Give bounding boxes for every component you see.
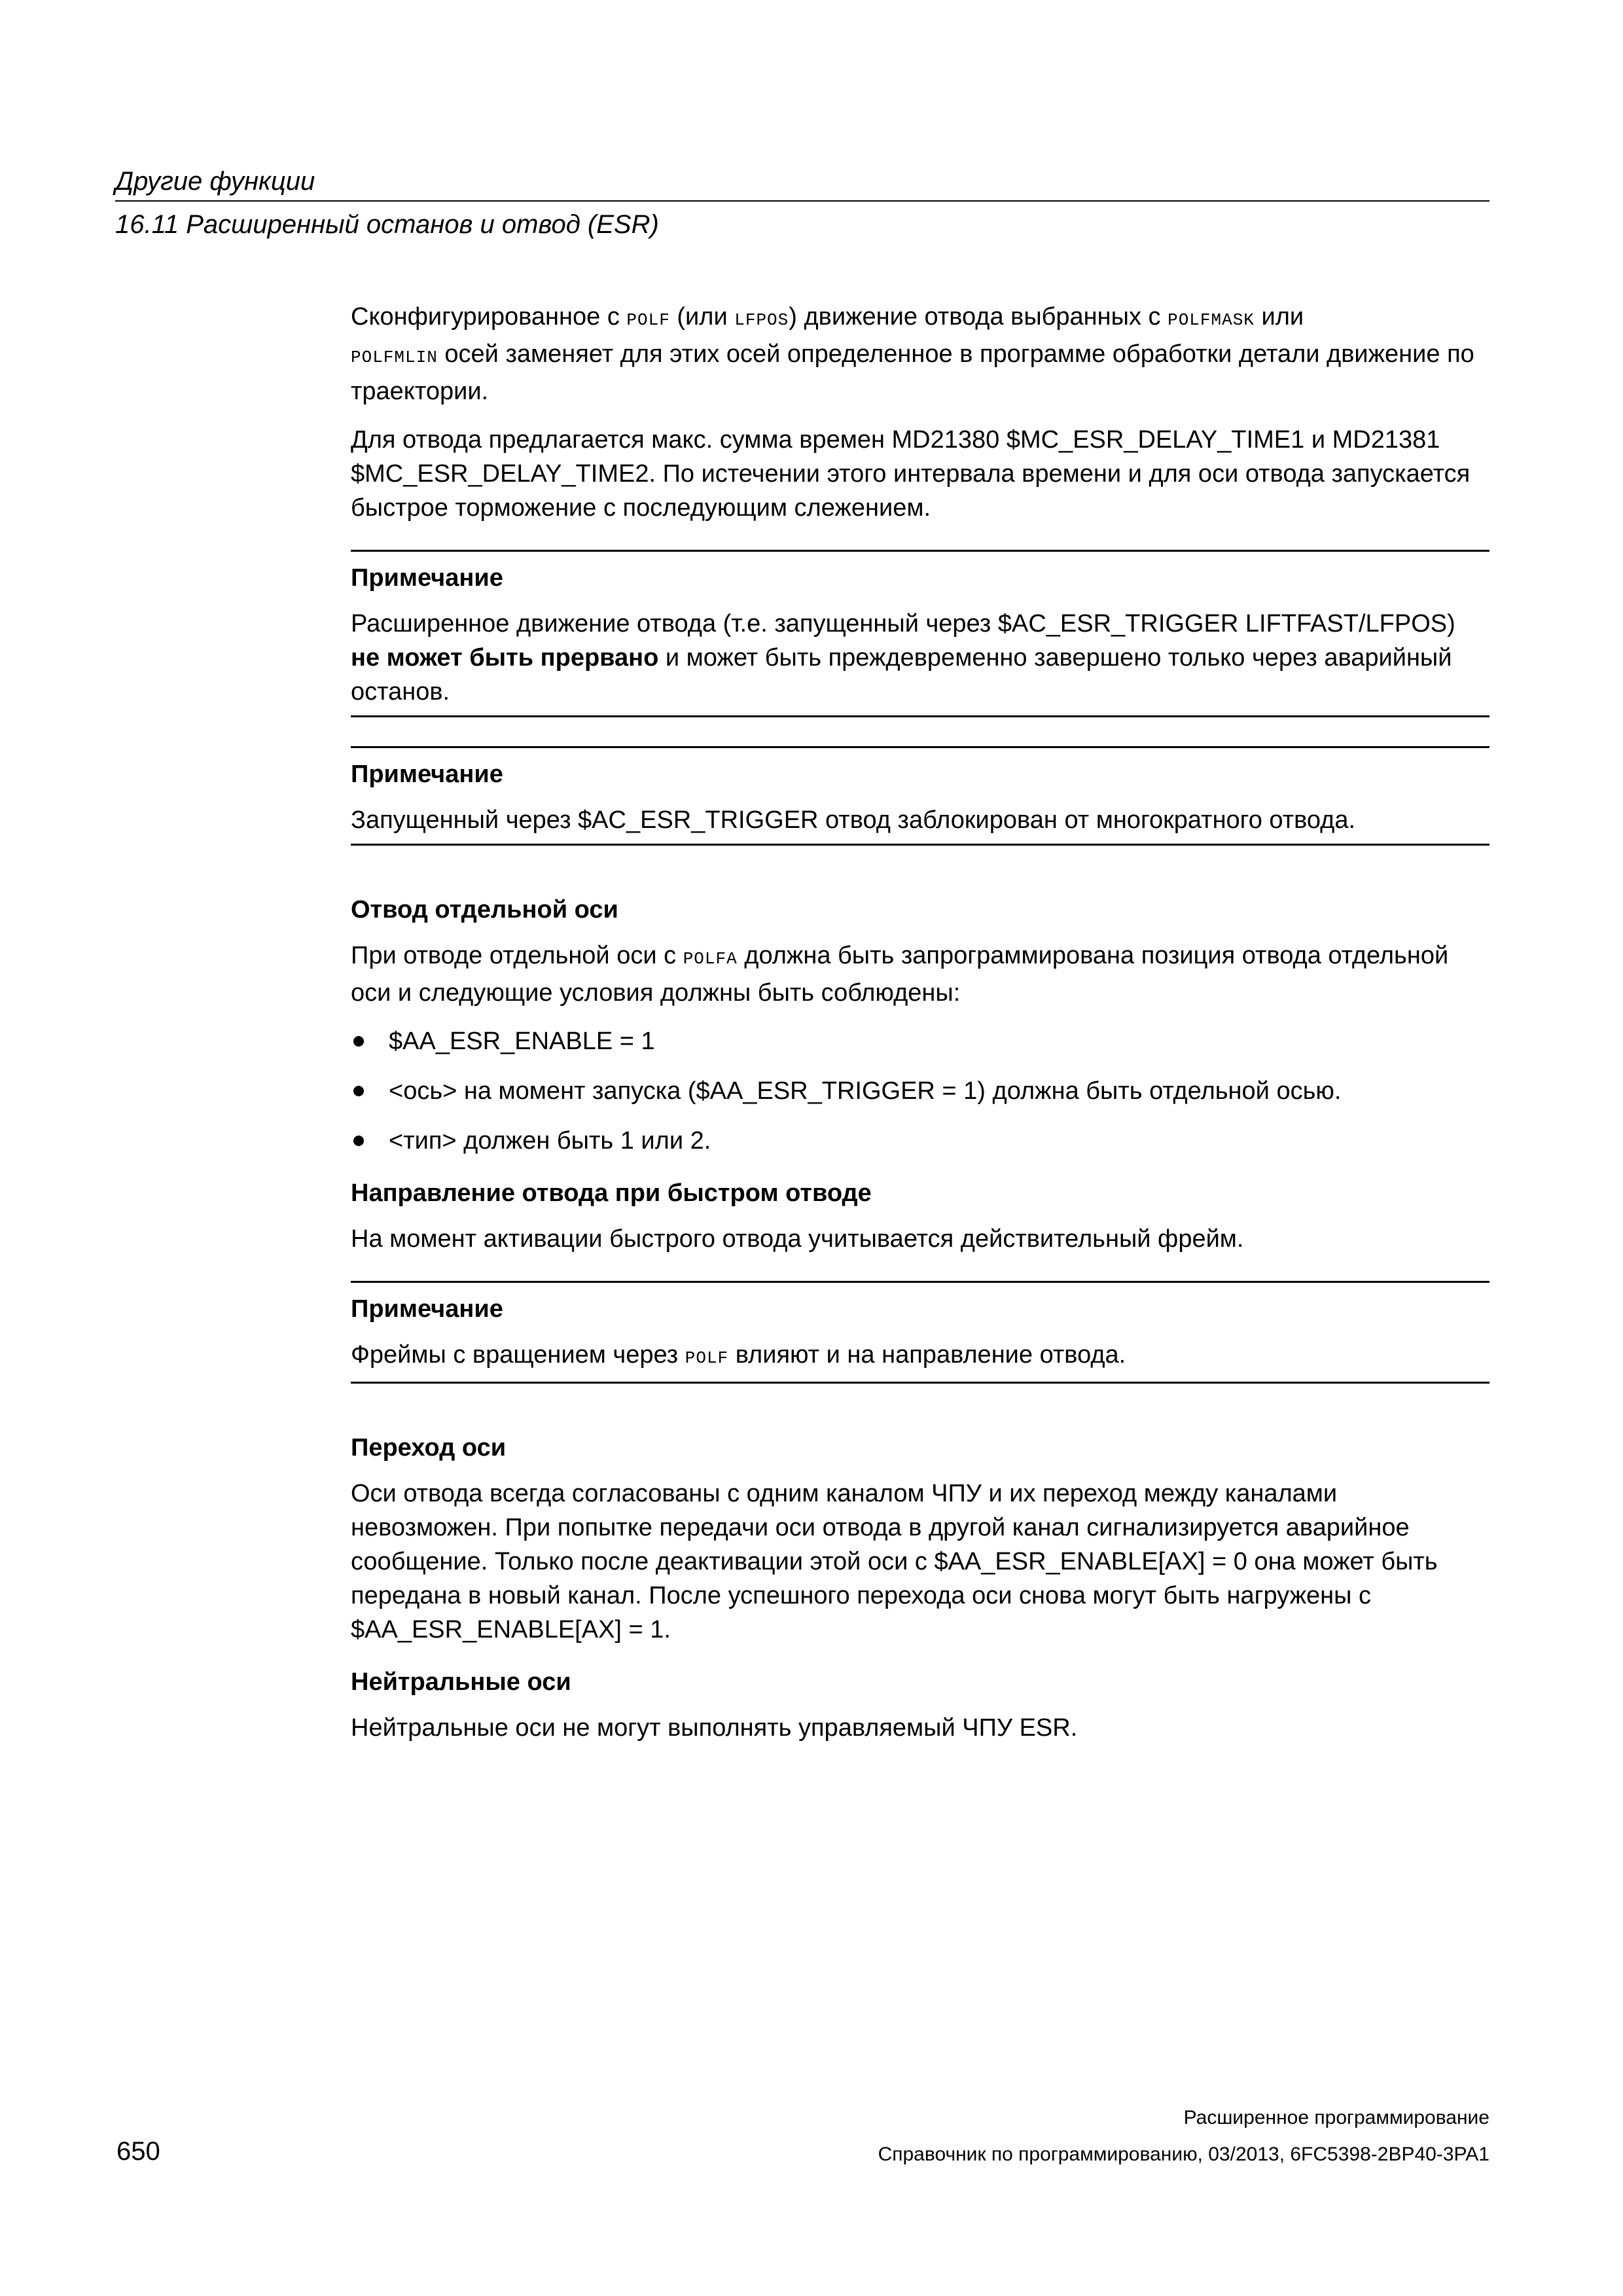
direction-paragraph: На момент активации быстрого отвода учитывается действительный фрейм. bbox=[351, 1225, 1244, 1253]
code-lfpos: LFPOS bbox=[734, 310, 789, 330]
text-run: и может быть преждевременно завершено только через аварийный останов. bbox=[351, 644, 1452, 706]
running-header-chapter: Другие функции bbox=[115, 167, 315, 196]
emphasis-text: не может быть прервано bbox=[351, 644, 659, 672]
list-item bbox=[351, 1124, 1489, 1158]
header-divider bbox=[115, 200, 1489, 202]
single-axis-paragraph bbox=[351, 939, 1489, 1010]
text-run: Фреймы с вращением через bbox=[351, 1341, 685, 1369]
bullet-icon bbox=[353, 1036, 364, 1047]
bullet-icon bbox=[353, 1086, 364, 1096]
note-box-2 bbox=[351, 746, 1489, 846]
neutral-axes-paragraph: Нейтральные оси не могут выполнять управляемый ЧПУ ESR. bbox=[351, 1714, 1078, 1742]
section-heading-single-axis: Отвод отдельной оси bbox=[351, 896, 618, 924]
code-polfmlin: POLFMLIN bbox=[351, 348, 438, 367]
text-run: (или bbox=[669, 303, 735, 331]
note-text: Запущенный через $AC_ESR_TRIGGER отвод заблокирован от многократного отвода. bbox=[351, 806, 1356, 834]
text-run: осей заменяет для этих осей определенное в программе обработки детали движение по траектории. bbox=[351, 340, 1474, 405]
list-item-text: <тип> должен быть 1 или 2. bbox=[389, 1127, 711, 1155]
code-polf: POLF bbox=[626, 310, 670, 330]
main-content bbox=[351, 300, 1489, 1759]
code-polfa: POLFA bbox=[683, 949, 738, 969]
section-heading-neutral-axes: Нейтральные оси bbox=[351, 1668, 571, 1696]
list-item-text: $AA_ESR_ENABLE = 1 bbox=[389, 1028, 655, 1055]
note-box-3 bbox=[351, 1281, 1489, 1384]
text-run: При отводе отдельной оси с bbox=[351, 942, 683, 969]
text-run: должна быть запрограммирована позиция отвода отдельной оси и следующие условия должны быть соблюдены: bbox=[351, 942, 1449, 1007]
note-title: Примечание bbox=[351, 1295, 503, 1323]
note-text bbox=[351, 1338, 1489, 1375]
intro-paragraph-1 bbox=[351, 300, 1489, 408]
note-box-1 bbox=[351, 550, 1489, 717]
list-item bbox=[351, 1074, 1489, 1108]
section-heading-axis-transfer: Переход оси bbox=[351, 1434, 507, 1462]
note-title: Примечание bbox=[351, 564, 503, 592]
conditions-list bbox=[351, 1024, 1489, 1158]
text-run: Расширенное движение отвода (т.е. запущенный через $AC_ESR_TRIGGER LIFTFAST/LFPOS) bbox=[351, 610, 1455, 637]
footer-reference: Справочник по программированию, 03/2013, 6FC5398-2BP40-3PA1 bbox=[878, 2144, 1489, 2165]
intro-paragraph-2: Для отвода предлагается макс. сумма времен MD21380 $MC_ESR_DELAY_TIME1 и MD21381 $MC_ESR_DELAY_TIME2. По истечении этого интервала времени и для оси отвода запускается быстрое торможение с последующим слежением. bbox=[351, 426, 1471, 522]
section-heading-direction: Направление отвода при быстром отводе bbox=[351, 1179, 872, 1207]
text-run: Сконфигурированное с bbox=[351, 303, 627, 331]
list-item-text: <ось> на момент запуска ($AA_ESR_TRIGGER = 1) должна быть отдельной осью. bbox=[389, 1077, 1342, 1105]
text-run: или bbox=[1254, 303, 1304, 331]
running-header-section: 16.11 Расширенный останов и отвод (ESR) bbox=[115, 210, 659, 239]
page-number: 650 bbox=[116, 2137, 160, 2166]
code-polfmask: POLFMASK bbox=[1168, 310, 1255, 330]
text-run: влияют и на направление отвода. bbox=[728, 1341, 1126, 1369]
code-polf: POLF bbox=[685, 1348, 729, 1368]
bullet-icon bbox=[353, 1136, 364, 1146]
text-run: ) движение отвода выбранных с bbox=[789, 303, 1168, 331]
footer-book-title: Расширенное программирование bbox=[1183, 2107, 1489, 2128]
axis-transfer-paragraph: Оси отвода всегда согласованы с одним каналом ЧПУ и их переход между каналами невозможен. При попытке передачи оси отвода в другой канал сигнализируется аварийное сообщение. Только после деактивации этой оси с $AA_ESR_ENABLE[AX] = 0 она может быть передана в новый канал. После успешного перехода оси снова могут быть нагружены с $AA_ESR_ENABLE[AX] = 1. bbox=[351, 1480, 1438, 1643]
note-text bbox=[351, 607, 1489, 709]
list-item bbox=[351, 1024, 1489, 1058]
note-title: Примечание bbox=[351, 761, 503, 788]
